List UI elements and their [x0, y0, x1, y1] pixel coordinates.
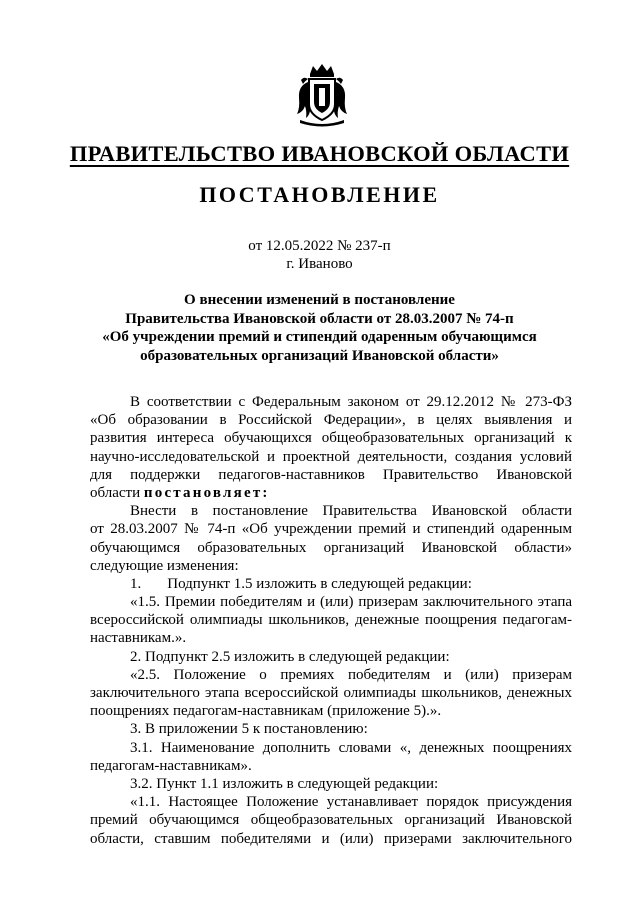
body-line: «1.5. Премии победителям и (или) призерам заключительного этапа [130, 594, 572, 611]
body-text-fragment: области [90, 484, 144, 501]
body-line: «1.1. Настоящее Положение устанавливает порядок присуждения [130, 794, 572, 811]
body-line: В соответствии с Федеральным законом от 29.12.2012 № 273-ФЗ [130, 394, 572, 410]
resolves-word: постановляет: [143, 484, 270, 501]
body-line [90, 575, 572, 593]
body-line: области, ставшим победителями и (или) призерами заключительного [90, 830, 572, 847]
coat-of-arms-icon [294, 62, 350, 128]
body-line: «2.5. Положение о премиях победителям и (или) призерам [130, 666, 572, 683]
body-line: 3. В приложении 5 к постановлению: [130, 721, 368, 738]
subject-line: образовательных организаций Ивановской области» [140, 347, 499, 364]
body-line: следующие изменения: [90, 557, 239, 574]
body-line: от 28.03.2007 № 74-п «Об учреждении премий и стипендий одаренным [90, 521, 572, 538]
body-line: 3.1. Наименование дополнить словами «, денежных поощрениях [130, 739, 572, 756]
subject-line: О внесении изменений в постановление [184, 292, 455, 308]
body-line: премий обучающимся общеобразовательных организаций Ивановской [90, 812, 572, 829]
item-text: Подпункт 1.5 изложить в следующей редакции: [167, 575, 472, 592]
document-subject [100, 291, 539, 365]
body-line: заключительного этапа всероссийской олимпиады школьников, денежных [90, 685, 572, 701]
government-title: ПРАВИТЕЛЬСТВО ИВАНОВСКОЙ ОБЛАСТИ [69, 141, 570, 166]
body-line: для поддержки педагогов-наставников Правительство Ивановской [90, 466, 572, 483]
body-line: 3.2. Пункт 1.1 изложить в следующей редакции: [130, 775, 439, 792]
subject-line: «Об учреждении премий и стипендий одаренным обучающимся [102, 329, 537, 345]
body-line: педагогам-наставникам». [90, 757, 252, 774]
body-line [90, 484, 572, 502]
document-type: ПОСТАНОВЛЕНИЕ [199, 182, 440, 207]
document-date-number: от 12.05.2022 № 237-п [248, 238, 391, 254]
body-line: «Об образовании в Российской Федерации», в целях выявления и [90, 412, 572, 429]
body-line: развития интереса обучающихся общеобразовательных организаций к [90, 430, 572, 447]
body-line: всероссийской олимпиады школьников, денежные поощрения педагогам- [90, 612, 572, 629]
item-number: 1. [130, 575, 142, 592]
subject-line: Правительства Ивановской области от 28.03.2007 № 74-п [125, 310, 514, 327]
body-line: научно-исследовательской и проектной деятельности, создания условий [90, 448, 572, 465]
body-line: 2. Подпункт 2.5 изложить в следующей редакции: [130, 648, 450, 665]
document-body [90, 393, 572, 848]
document-city: г. Иваново [286, 256, 353, 272]
body-line: поощрениях педагогам-наставникам (приложение 5).». [90, 703, 442, 720]
body-line: наставникам.». [90, 630, 187, 647]
body-line: обучающимся образовательных организаций Ивановской области» [90, 539, 572, 556]
body-line: Внести в постановление Правительства Ивановской области [130, 503, 572, 520]
